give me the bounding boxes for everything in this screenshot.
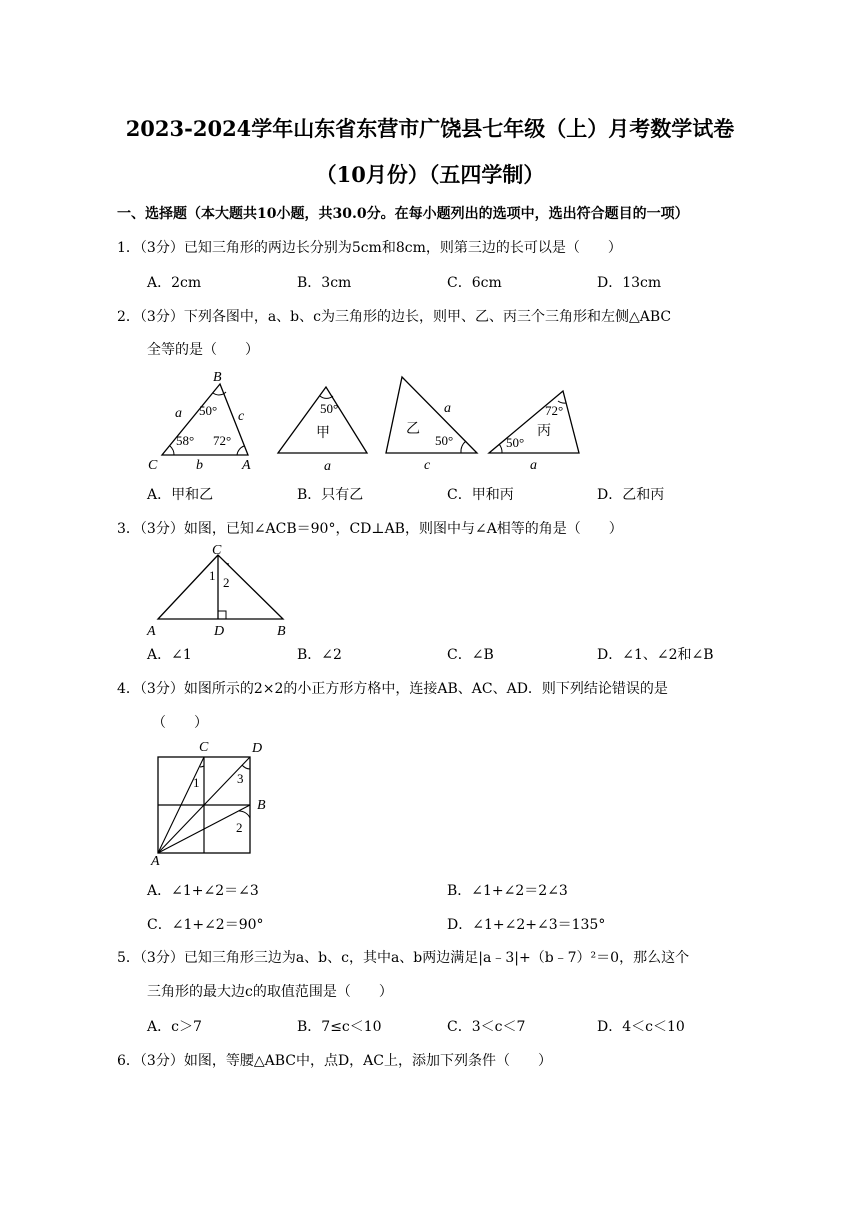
q2-option-b: B．只有乙 (297, 487, 364, 503)
bing-side-a: a (530, 458, 537, 473)
q4-grid-figure (145, 735, 285, 865)
triangle-abc (148, 370, 251, 473)
q3-option-d: D．∠1、∠2和∠B (597, 647, 714, 663)
q2-option-d: D．乙和丙 (597, 487, 665, 503)
triangle-bing (489, 391, 579, 473)
jia-name: 甲 (316, 426, 330, 441)
q3-right-triangle-figure (140, 540, 300, 640)
label-D: D (252, 741, 263, 756)
question-2-line1: 2．（3分）下列各图中，a、b、c为三角形的边长，则甲、乙、丙三个三角形和左侧△ABC (117, 309, 672, 325)
label-B: B (257, 798, 266, 813)
bing-angle1-value: 72° (545, 403, 564, 418)
label-C: C (148, 458, 158, 473)
label-D: D (214, 624, 225, 639)
question-5-line1: 5．（3分）已知三角形三边为a、b、c，其中a、b两边满足|a﹣3|+（b﹣7）²＝0，那么这个 (117, 950, 690, 966)
q3-option-b: B．∠2 (297, 647, 342, 663)
q4-option-a: A．∠1+∠2＝∠3 (147, 883, 259, 899)
q5-option-c: C．3＜c＜7 (447, 1019, 526, 1035)
yi-side-c: c (424, 458, 431, 473)
page-subtitle: （10月份）（五四学制） (315, 162, 545, 187)
jia-side-a: a (324, 459, 331, 474)
angle-1-label: 1 (209, 568, 216, 583)
q4-option-b: B．∠1+∠2＝2∠3 (447, 883, 568, 899)
triangle-yi (386, 377, 477, 473)
q3-option-a: A．∠1 (147, 647, 192, 663)
q1-option-b: B．3cm (297, 275, 352, 291)
question-4-line1: 4．（3分）如图所示的2×2的小正方形方格中，连接AB、AC、AD．则下列结论错误的是 (117, 681, 668, 697)
yi-angle-value: 50° (435, 433, 454, 448)
q5-option-a: A．c＞7 (147, 1019, 202, 1035)
side-b: b (196, 458, 203, 473)
jia-angle-value: 50° (320, 401, 339, 416)
label-A: A (147, 624, 156, 639)
q1-option-c: C．6cm (447, 275, 502, 291)
angle-c-value: 58° (176, 433, 195, 448)
q4-option-d: D．∠1+∠2+∠3＝135° (447, 917, 606, 933)
q3-option-c: C．∠B (447, 647, 494, 663)
label-A: A (242, 458, 251, 473)
angle-a-value: 72° (213, 433, 232, 448)
question-1: 1．（3分）已知三角形的两边长分别为5cm和8cm，则第三边的长可以是（ ） (117, 240, 622, 256)
question-5-line2: 三角形的最大边c的取值范围是（ ） (147, 984, 393, 1000)
angle-b-value: 50° (199, 403, 218, 418)
page-title: 2023-2024学年山东省东营市广饶县七年级（上）月考数学试卷 (125, 116, 735, 141)
question-3: 3．（3分）如图，已知∠ACB＝90°，CD⊥AB，则图中与∠A相等的角是（ ） (117, 521, 623, 537)
yi-name: 乙 (406, 422, 420, 437)
bing-name: 丙 (537, 424, 551, 439)
label-A: A (151, 854, 160, 865)
yi-side-a: a (444, 401, 451, 416)
question-4-line2: （ ） (152, 715, 208, 731)
angle-2-label: 2 (223, 575, 230, 590)
label-C: C (199, 740, 209, 755)
q1-option-d: D．13cm (597, 275, 662, 291)
side-a: a (175, 406, 182, 421)
q5-option-b: B．7≤c＜10 (297, 1019, 382, 1035)
angle-2-label: 2 (236, 820, 243, 835)
q1-option-a: A．2cm (147, 275, 202, 291)
section-heading: 一、选择题（本大题共10小题，共30.0分。在每小题列出的选项中，选出符合题目的一项） (117, 206, 689, 222)
q2-option-c: C．甲和丙 (447, 487, 514, 503)
q4-option-c: C．∠1+∠2＝90° (147, 917, 264, 933)
label-B: B (213, 370, 222, 385)
side-c: c (238, 409, 245, 424)
angle-3-label: 3 (237, 771, 244, 786)
bing-angle2-value: 50° (506, 435, 525, 450)
q2-option-a: A．甲和乙 (147, 487, 214, 503)
question-6: 6．（3分）如图，等腰△ABC中，点D，AC上，添加下列条件（ ） (117, 1053, 552, 1069)
q2-triangles-figure (140, 365, 600, 475)
question-2-line2: 全等的是（ ） (147, 342, 259, 358)
q5-option-d: D．4＜c＜10 (597, 1019, 685, 1035)
triangle-jia (278, 387, 367, 474)
label-B: B (277, 624, 286, 639)
label-C: C (212, 543, 222, 558)
angle-1-label: 1 (193, 775, 200, 790)
